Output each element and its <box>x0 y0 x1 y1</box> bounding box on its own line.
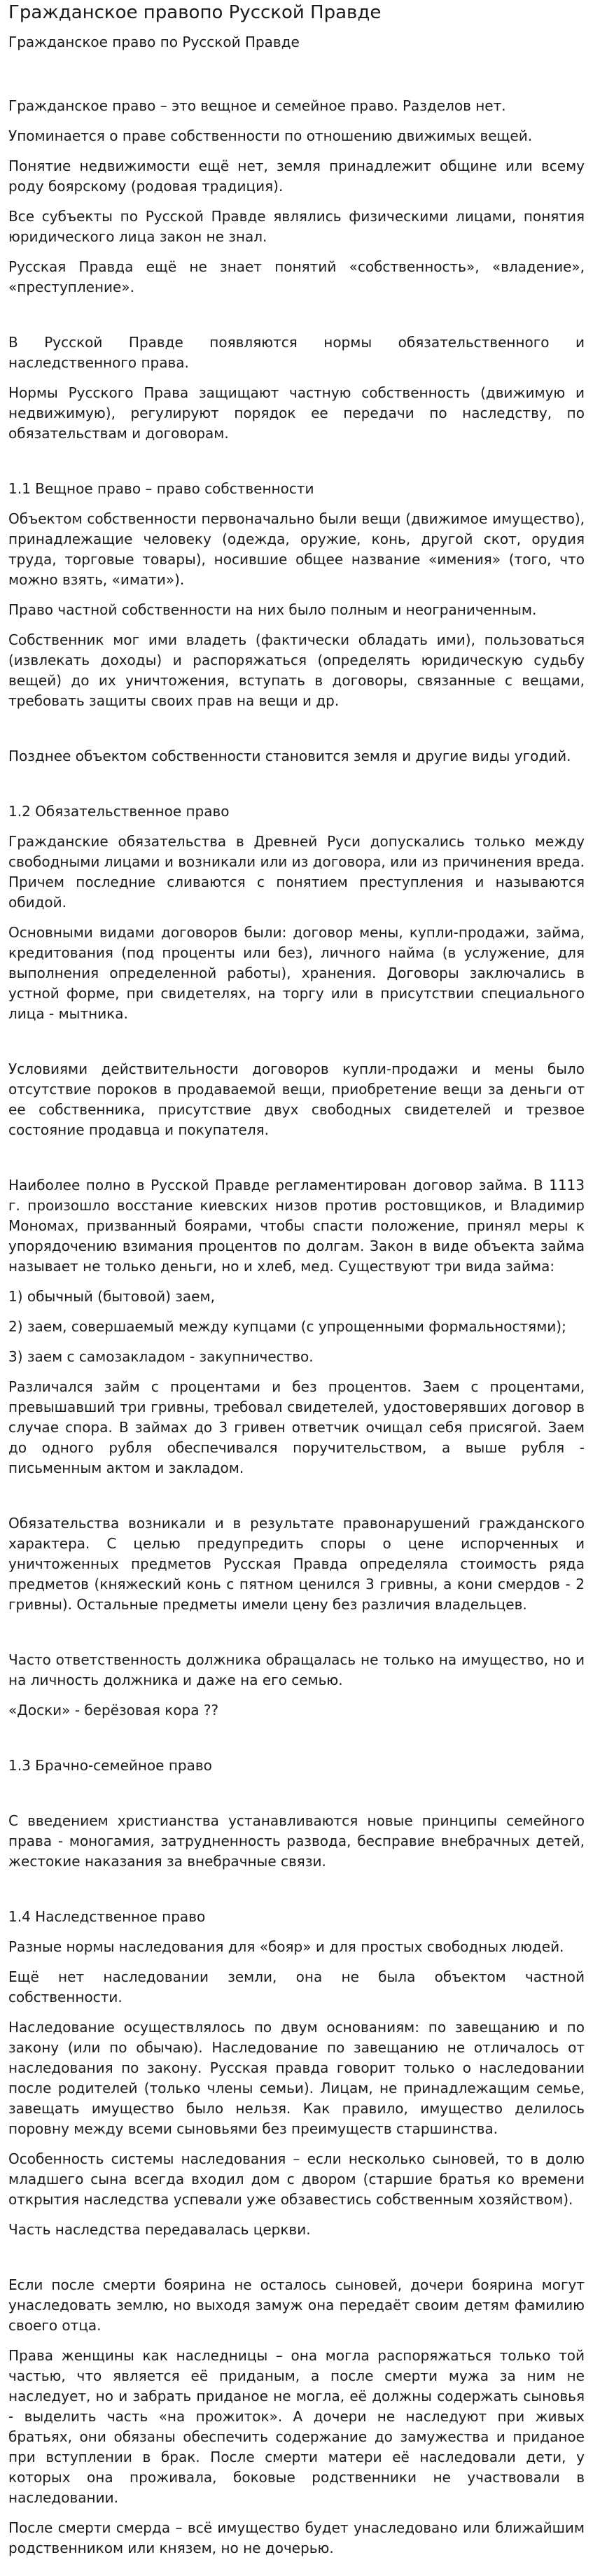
paragraph: Все субъекты по Русской Правде являлись физическими лицами, понятия юридического лица закон не знал. <box>8 207 585 245</box>
paragraph: Наиболее полно в Русской Правде регламентирован договор займа. В 1113 г. произошло восстание киевских низов против ростовщиков, и Владимир Мономах, призванный боярами, чтобы спасти положение, принял меры к упорядочению взимания процентов по долгам. Закон в виде объекта займа называет не только деньги, но и хлеб, мед. Существуют три вида займа: <box>8 1176 585 1275</box>
paragraph: Русская Правда ещё не знает понятий «собственность», «владение», «преступление». <box>8 258 585 295</box>
section-heading: 1.4 Наследственное право <box>8 1907 206 1925</box>
list-item: 2) заем, совершаемый между купцами (с упрощенными формальностями); <box>8 1317 566 1335</box>
spacer <box>8 1882 585 1907</box>
paragraph: Ещё нет наследовании земли, она не была объектом частной собственности. <box>8 1968 585 2005</box>
paragraph: Условиями действительности договоров купли-продажи и мены было отсутствие пороков в продаваемой вещи, приобретение вещи за деньги от ее собственника, присутствие двух свободных свидетелей и трезвое состояние продавца и покупателя. <box>8 1060 585 1138</box>
section-heading: 1.2 Обязательственное право <box>8 802 230 820</box>
spacer <box>8 1488 585 1513</box>
paragraph: Различался займ с процентами и без процентов. Заем с процентами, превышавший три гривны, требовал свидетелей, удостоверявших договор в случае спора. В займах до 3 гривен ответчик очищал себя присягой. Заем до одного рубля обеспечивался поручительством, а выше рубля - письменным актом и закладом. <box>8 1378 585 1476</box>
document-title: Гражданское правопо Русской Правде <box>8 2 382 23</box>
list-item: 1) обычный (бытовой) заем, <box>8 1287 215 1305</box>
paragraph: Наследование осуществлялось по двум основаниям: по завещанию и по закону (или по обычаю). Наследование по завещанию не отличалось от наследования по закону. Русская правда говорит только о наследовании после родителей (только члены семьи). Лицам, не принадлежащим семье, завещать имущество было нельзя. Как правило, имущество делилось поровну между всеми сыновьями без преимуществ старшинства. <box>8 2018 585 2137</box>
paragraph: Особенность системы наследования – если несколько сыновей, то в долю младшего сына всегда входил дом с двором (старшие братья ко времени открытия наследства успевали уже обзавестись собственным хозяйством). <box>8 2150 585 2208</box>
spacer <box>8 721 585 746</box>
paragraph: После смерти смерда – всё имущество будет унаследовано или ближайшим родственником или князем, но не дочерью. <box>8 2519 585 2556</box>
spacer <box>8 1730 585 1756</box>
spacer <box>8 454 585 479</box>
paragraph: Собственник мог ими владеть (фактически обладать ими), пользоваться (извлекать доходы) и распоряжаться (определять юридическую судьбу вещей) до их уничтожения, вступать в договоры, связанные с вещами, требовать защиты своих прав на вещи и др. <box>8 631 585 709</box>
paragraph: Объектом собственности первоначально были вещи (движимое имущество), принадлежащие человеку (одежда, оружие, конь, другой скот, орудия труда, торговые товары), носившие общее название «имения» (того, что можно взять, «имати»). <box>8 510 585 588</box>
list-item: 3) заем с самозакладом - закупничество. <box>8 1348 314 1365</box>
paragraph: Упоминается о праве собственности по отношению движимых вещей. <box>8 127 533 144</box>
paragraph: Гражданские обязательства в Древней Руси допускались только между свободными лицами и возникали или из договора, или из причинения вреда. Причем последние сливаются с понятием преступления и называются обидой. <box>8 832 585 911</box>
section-heading: 1.3 Брачно-семейное право <box>8 1756 212 1774</box>
paragraph: Если после смерти боярина не осталось сыновей, дочери боярина могут унаследовать землю, но выходя замуж она передаёт своим детям фамилию своего отца. <box>8 2276 585 2334</box>
paragraph: Часто ответственность должника обращалась не только на имущество, но и на личность должника и даже на его семью. <box>8 1651 585 1688</box>
paragraph: Обязательства возникали и в результате правонарушений гражданского характера. С целью предупредить споры о цене испорченных и уничтоженных предметов Русская Правда определяла стоимость ряда предметов (княжеский конь с пятном ценился 3 гривны, а кони смердов - 2 гривны). Остальные предметы имели цену без различия владельцев. <box>8 1514 585 1613</box>
paragraph: «Доски» - берёзовая кора ?? <box>8 1701 219 1718</box>
paragraph: С введением христианства устанавливаются новые принципы семейного права - моногамия, затрудненность развода, бесправие внебрачных детей, жестокие наказания за внебрачные связи. <box>8 1812 585 1870</box>
paragraph: Права женщины как наследницы – она могла распоряжаться только той частью, что является её приданым, а после смерти мужа за ним не наследует, но и забрать приданое не могла, её должны содержать сыновья - выделить часть «на прожиток». А дочери не наследуют при живых братьях, они обязаны обеспечить содержание до замужества и приданое при вступлении в брак. После смерти матери её наследовали дети, у которых она проживала, боковые родственники не участвовали в наследовании. <box>8 2346 585 2506</box>
paragraph: В Русской Правде появляются нормы обязательственного и наследственного права. <box>8 333 585 371</box>
spacer <box>8 1625 585 1650</box>
paragraph: Нормы Русского Права защищают частную собственность (движимую и недвижимую), регулируют порядок ее передачи по наследству, по обязательствам и договорам. <box>8 384 585 442</box>
paragraph: Право частной собственности на них было полным и неограниченным. <box>8 601 537 618</box>
spacer <box>8 1150 585 1175</box>
paragraph: Часть наследства передавалась церкви. <box>8 2220 311 2238</box>
paragraph: Позднее объектом собственности становится земля и другие виды угодий. <box>8 747 571 764</box>
section-heading: 1.1 Вещное право – право собственности <box>8 479 314 497</box>
spacer <box>8 1786 585 1811</box>
spacer <box>8 2250 585 2275</box>
spacer <box>8 307 585 332</box>
document-subtitle: Гражданское право по Русской Правде <box>8 33 300 50</box>
spacer <box>8 1034 585 1059</box>
paragraph: Понятие недвижимости ещё нет, земля принадлежит общине или всему роду боярскому (родовая традиция). <box>8 157 585 195</box>
paragraph: Гражданское право – это вещное и семейное право. Разделов нет. <box>8 97 506 114</box>
paragraph: Разные нормы наследования для «бояр» и для простых свободных людей. <box>8 1938 564 1955</box>
spacer <box>8 776 585 802</box>
paragraph: Основными видами договоров были: договор мены, купли-продажи, займа, кредитования (под проценты или без), личного найма (в услужение, для выполнения определенной работы), хранения. Договоры заключались в устной форме, при свидетелях, на торгу или в присутствии специального лица - мытника. <box>8 923 585 1022</box>
